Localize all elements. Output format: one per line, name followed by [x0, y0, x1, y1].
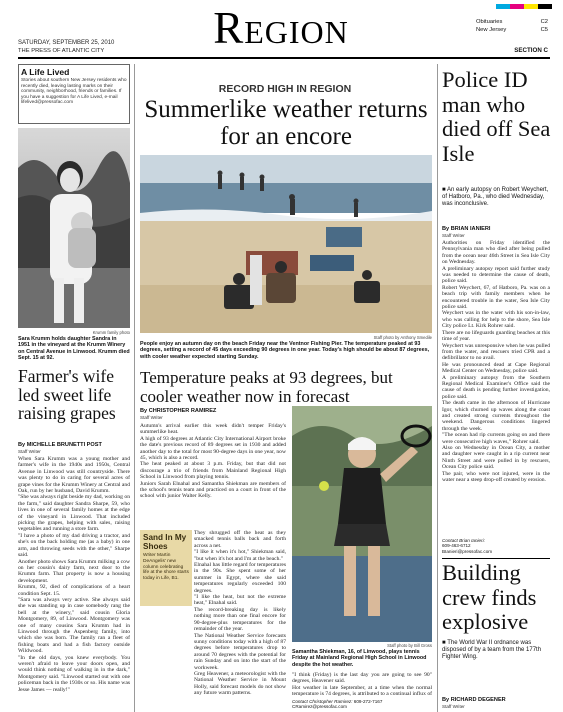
bullet-icon: ■: [442, 640, 448, 646]
life-lived-blurb: Stories about southern New Jersey residents who recently died, leaving lasting marks on their community, neighborhood, friends or families. If you have a suggestion for A Life Lived, e-mail lifelived@pressofac.com: [21, 78, 127, 106]
index-entry[interactable]: [476, 18, 548, 26]
weather-role: Staff Writer: [140, 415, 163, 420]
weather-headline: Summerlike weather returns for an encore: [144, 96, 428, 150]
weather-contact-label: Contact Christopher Ramirez:: [292, 699, 353, 704]
building-headline: Building crew finds explosive: [442, 560, 537, 634]
registration-yellow: [524, 4, 538, 9]
police-role: Staff Writer: [442, 233, 465, 238]
beach-photo-image: [140, 155, 432, 333]
sand-promo[interactable]: [140, 530, 192, 606]
life-lived-box: [18, 64, 130, 124]
weather-byline: By CHRISTOPHER RAMIREZ: [140, 408, 217, 414]
index-page: C2: [540, 19, 548, 25]
police-contact-label: Contact Brian Ianieri:: [442, 538, 485, 543]
police-story-body: Authorities on Friday identified the Pennsylvania man who died after being pulled from the ocean near 46th Street in Sea Isle City on Wednesday. A preliminary autopsy report said further study was needed to determine the cause of death, police said. Robert Weychert, 67, of Hatboro, Pa. was on a beach trip with family members when he encountered trouble in the water, Sea Isle City police said. Weychert was in the water with his son-in-law, who was calling for help to the shore, Sea Isle City police Lt. Kirk Rohrer said. There are no lifeguards guarding beaches at this time of year. Weychert was unresponsive when he was pulled from the water, and rescuers tried CPR and a defibrillator to no avail. He was pronounced dead at Cape Regional Medical Center on Wednesday, police said. A preliminary autopsy from the Southern Regional Medical Examiner's Office said the cause of death is pending further investigation, police said. The death came in the afternoon of Hurricane Igor, which churned up waves along the coast and created strong currents throughout the weekend. Dangerous conditions lingered through the week. "The ocean had rip currents going on and there were consecutive high waves," Rohrer said. Also on Wednesday in Ocean City, a mother and daughter were caught in a rip current near Ninth Street and were pulled in by rescuers, Ocean City police said. The pair, who were not injured, were in the water near a steep drop-off created by erosion.: [442, 240, 550, 484]
sand-title: Sand In My Shoes: [143, 533, 187, 551]
paper-name: THE PRESS OF ATLANTIC CITY: [18, 48, 105, 54]
index-page: C5: [540, 27, 548, 33]
column-divider: [134, 64, 135, 712]
police-byline: By BRIAN IANIERI: [442, 226, 491, 232]
masthead-rule: [18, 57, 550, 59]
building-byline: By RICHARD DEGENER: [442, 697, 506, 703]
registration-magenta: [510, 4, 524, 9]
police-contact-phone: 609-463-6712: [442, 543, 471, 549]
vineyard-photo-image: [18, 128, 130, 328]
weather-story-body-b: They shrugged off the heat as they smacked tennis balls back and forth across a net. "I like it when it's hot," Shiekman said, "but when it's hot and I'm at the beach." Elnahal has little regard for temperatures in the 90s. She spent some of her summer in Egypt, where she said temperatures regularly exceeded 100 degrees. "I like the heat, but not the extreme heat," Elnahal said. The record-breaking day is likely nothing more than one final encore for 90-degree-plus temperatures for the remainder of the year. The National Weather Service forecasts sunny conditions today with a high of 87 degrees before temperatures drop to around 70 degrees with the potential for rain Sunday and on into the start of the workweek. Greg Heavener, a meteorologist with the National Weather Service in Mount Holly, said forecast models do not show any future warm patterns.: [194, 530, 286, 697]
bullet-icon: ■: [442, 187, 447, 193]
section-title: Region: [213, 3, 349, 53]
building-role: Staff Writer: [442, 704, 465, 709]
krumm-photo-caption: Sara Krumm holds daughter Sandra in 1951 in the vineyard at the Krumm Winery on Central Avenue in Linwood. Krumm died Sept. 15 at 92.: [18, 336, 130, 362]
farmer-byline: By MICHELLE BRUNETTI POST: [18, 442, 102, 448]
color-registration-bar: [496, 4, 552, 9]
section-letter: SECTION C: [514, 47, 548, 54]
police-headline: Police ID man who died off Sea Isle: [442, 67, 551, 166]
life-lived-label: A Life Lived: [21, 67, 70, 77]
weather-story-body-a: Autumn's arrival earlier this week didn't temper Friday's summerlike heat. A high of 93 degrees at Atlantic City International Airport broke the date's previous record of 89 degrees set in 1930 and added another day to the total for most 90-degree days in one year, now 45, which is also a record. The heat peaked at about 3 p.m. Friday, but that did not discourage a trio of friends from Mainland Regional High School in Linwood from playing tennis. Juniors Sarah Elnahal and Samantha Shiekman are members of the school's tennis team and practiced on a court in front of the school with junior Walter Kelly.: [140, 423, 286, 500]
weather-kicker: RECORD HIGH IN REGION: [218, 83, 352, 95]
weather-contact: [292, 699, 432, 709]
beach-photo-credit: Staff photo by Anthony Smedile: [373, 335, 432, 340]
weather-story-body-c: "I think (Friday) is the last day you are going to see 90" degrees, Heavener said. Hot weather in late September, at a time when the normal temperature is 74 degrees, is attributed to a continual influx of: [292, 672, 432, 698]
weather-subhead: Temperature peaks at 93 degrees, but cooler weather now in forecast: [140, 368, 393, 406]
tennis-photo-caption: Samantha Shiekman, 16, of Linwood, plays tennis Friday at Mainland Regional High School in Linwood despite the hot weather.: [292, 649, 427, 668]
dateline: SATURDAY, SEPTEMBER 25, 2010: [18, 40, 115, 46]
registration-black: [538, 4, 552, 9]
weather-contact-phone: 609-272-7167: [353, 699, 383, 704]
beach-photo: [140, 155, 432, 333]
registration-cyan: [496, 4, 510, 9]
farmer-role: Staff Writer: [18, 449, 41, 454]
police-contact-email[interactable]: BIanieri@pressofac.com: [442, 548, 493, 554]
weather-contact-email[interactable]: CRamirez@pressofac.com: [292, 704, 347, 709]
tennis-photo-credit: Staff photo by Bill Gross: [387, 643, 432, 648]
story-divider: [442, 558, 550, 559]
index-label: New Jersey: [476, 27, 507, 33]
index-entry[interactable]: [476, 26, 548, 34]
column-divider: [437, 64, 438, 712]
tennis-photo: [292, 406, 432, 642]
building-summary: [442, 640, 550, 661]
krumm-photo: [18, 128, 130, 328]
farmer-story-body: When Sara Krumm was a young mother and farmer's wife in the 1940s and 1950s, Central Avenue in Linwood was still countryside. There was plenty to do in caring for several acres of grape vines for the Krumm Winery at Central and Oak, run by her husband, David Krumm. "She was always right beside my dad, working on the farm," said daughter Sandra Sharpe, 59, who lives in one of several family homes at the edge of the vineyard in Linwood. That included picking the grapes, helping with sales, raising vegetables and running a store farm. "I have a photo of my dad driving a tractor, and she's on the back holding me (as a baby) in one arm, and throwing seeds with the other," Sharpe said. Another photo shows Sara Krumm milking a cow on her cousin's dairy farm, next door to the Krumm farm. That property is now a housing development. Krumm, 92, died of complications of a heart condition Sept. 15. "Sara was always very active. She always said she was standing up in case somebody rang the bell at the winery," said cousin Gloria Montgomery, 89, of Linwood. Montgomery was one of many cousins Sara Krumm had in Linwood through the Aspenberg family, into which she was born. The family ran a fleet of fishing boats and had a fish factory outside Wildwood. "In the old days, you knew everybody. You weren't afraid to leave your doors open, and would think nothing of walking in in the dark," Montgomery said. "Linwood started out with one policeman back in the 1930s or so. His name was Jesse James — really!": [18, 456, 130, 693]
tennis-photo-image: [292, 406, 432, 642]
krumm-photo-credit: Krumm family photo: [92, 330, 130, 335]
page-index: [476, 18, 548, 34]
index-label: Obituaries: [476, 19, 503, 25]
police-summary-text: An early autopsy on Robert Weychert, of Hatboro, Pa., who died Wednesday, was inconclusive.: [442, 187, 549, 207]
building-summary-text: The World War II ordnance was disposed of by a team from the 177th Fighter Wing.: [442, 640, 542, 660]
farmer-headline: Farmer's wife led sweet life raising grapes: [18, 366, 116, 423]
police-contact: [442, 538, 550, 554]
police-summary: [442, 187, 550, 208]
sand-blurb: Writer Martin DeAngelis' new column celebrating life at the shore starts today in Life, B1.: [143, 553, 189, 582]
beach-photo-caption: People enjoy an autumn day on the beach Friday near the Ventnor Fishing Pier. The temperature peaked at 93 degrees, setting a record of 45 days exceeding 90 degrees in one year. Today's high should be about 87 degrees, with cooler weather expected starting Sunday.: [140, 341, 430, 360]
